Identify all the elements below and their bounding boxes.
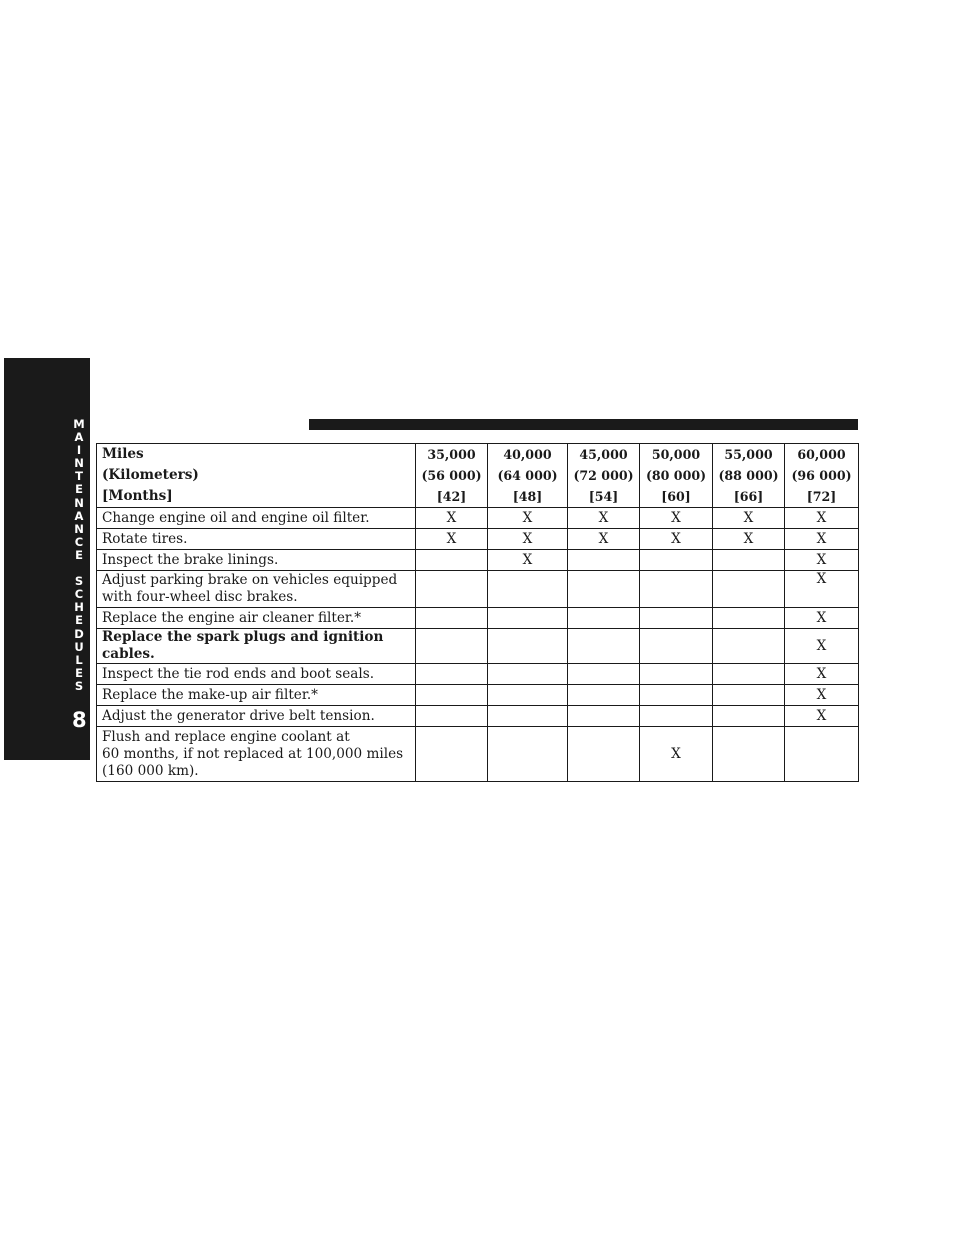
interval-miles: 40,000 [503,447,552,462]
service-mark [488,629,568,664]
service-mark: X [785,529,859,550]
table-row [97,685,859,706]
service-mark: X [488,508,568,529]
tab-letter: N [74,456,84,471]
service-mark [640,608,713,629]
interval-miles: 55,000 [724,447,773,462]
kilometers-label: (Kilometers) [102,467,199,483]
service-mark [568,685,640,706]
interval-km: (96 000) [791,468,852,483]
interval-column-header [488,444,568,508]
service-mark [713,706,785,727]
service-mark [568,727,640,782]
service-description: Replace the make-up air filter.* [97,685,416,706]
service-mark: X [416,529,488,550]
table-row [97,629,859,664]
tab-letter: E [75,613,83,628]
service-mark [488,727,568,782]
service-description [97,571,416,608]
table-row [97,706,859,727]
tab-letter: I [76,443,82,458]
service-description: Inspect the brake linings. [97,550,416,571]
tab-letter: A [74,508,84,523]
interval-km: (72 000) [573,468,634,483]
service-mark [488,571,568,608]
service-description: Replace the engine air cleaner filter.* [97,608,416,629]
interval-km: (88 000) [718,468,779,483]
service-line: with four-wheel disc brakes. [102,589,298,605]
service-mark [488,608,568,629]
service-mark [488,706,568,727]
service-mark [713,571,785,608]
tab-letter: L [75,652,83,667]
service-mark [568,706,640,727]
service-mark [416,685,488,706]
service-mark: X [568,508,640,529]
tab-letter: C [74,534,84,549]
service-description: Rotate tires. [97,529,416,550]
service-line: (160 000 km). [102,762,199,779]
service-line: Flush and replace engine coolant at [102,728,350,745]
service-mark [713,727,785,782]
service-description: Adjust the generator drive belt tension. [97,706,416,727]
interval-column-header [416,444,488,508]
service-mark: X [488,529,568,550]
service-mark: X [785,706,859,727]
service-mark: X [785,508,859,529]
tab-letter: M [73,417,85,431]
table-header-row [97,444,859,508]
tab-letter: A [74,430,84,445]
service-mark: X [785,571,859,608]
service-mark: X [785,664,859,685]
service-mark [416,706,488,727]
service-mark: X [640,727,713,782]
miles-label: Miles [102,446,144,462]
service-mark [640,664,713,685]
interval-months: [54] [588,489,619,504]
tab-letter: E [75,547,83,562]
header-rule [309,419,858,430]
section-number: 8 [72,708,87,732]
service-mark [568,571,640,608]
tab-letter: H [74,600,84,615]
interval-miles: 50,000 [651,447,701,462]
service-mark [416,550,488,571]
tab-letter: N [74,495,84,510]
table-row [97,727,859,782]
table-row [97,664,859,685]
service-mark: X [713,529,785,550]
tab-letter: S [74,678,84,693]
section-side-tab [4,358,90,760]
service-mark [713,608,785,629]
service-mark [640,706,713,727]
interval-months: [72] [806,489,837,504]
service-description [97,727,416,782]
table-row [97,529,859,550]
service-description: Inspect the tie rod ends and boot seals. [97,664,416,685]
service-mark: X [785,685,859,706]
table-row [97,508,859,529]
section-tab-letters [73,418,85,693]
service-description: Replace the spark plugs and ignition cables. [97,629,416,664]
service-mark [640,571,713,608]
tab-letter: U [74,639,84,654]
service-mark: X [713,508,785,529]
tab-letter: S [74,574,84,589]
service-mark [416,629,488,664]
service-mark: X [488,550,568,571]
service-mark: X [785,629,859,664]
service-mark [416,571,488,608]
tab-letter: T [75,469,83,484]
table-row [97,571,859,608]
service-mark [713,629,785,664]
interval-months: [48] [512,489,543,504]
service-mark: X [568,529,640,550]
interval-column-header [568,444,640,508]
tab-letter: E [75,665,83,680]
service-mark: X [640,529,713,550]
interval-km: (64 000) [497,468,558,483]
interval-column-header [785,444,859,508]
table-row [97,550,859,571]
tab-letter: C [74,587,84,602]
service-mark [640,685,713,706]
service-line: Adjust parking brake on vehicles equipped [102,572,398,588]
service-description: Change engine oil and engine oil filter. [97,508,416,529]
interval-months: [66] [733,489,764,504]
service-mark: X [785,608,859,629]
service-mark: X [640,508,713,529]
interval-km: (80 000) [645,468,707,483]
interval-months: [42] [436,489,467,504]
interval-label-cell [97,444,416,508]
service-mark: X [785,550,859,571]
tab-letter: D [74,626,84,641]
service-mark [640,629,713,664]
interval-miles: 60,000 [797,447,846,462]
interval-miles: 35,000 [427,447,476,462]
interval-column-header [713,444,785,508]
service-mark [568,664,640,685]
interval-km: (56 000) [421,468,482,483]
maintenance-schedule-table [96,443,859,782]
table-row [97,608,859,629]
service-mark [568,629,640,664]
service-mark [488,664,568,685]
service-mark [416,608,488,629]
service-mark [713,550,785,571]
service-mark [416,664,488,685]
service-mark [713,685,785,706]
interval-column-header [640,444,713,508]
service-mark [785,727,859,782]
interval-miles: 45,000 [579,447,628,462]
service-mark [568,608,640,629]
months-label: [Months] [102,488,173,504]
tab-letter: N [74,521,84,536]
tab-letter: E [75,482,83,497]
service-mark [568,550,640,571]
service-mark [640,550,713,571]
service-mark [713,664,785,685]
service-mark [416,727,488,782]
service-mark: X [416,508,488,529]
service-mark [488,685,568,706]
interval-months: [60] [661,489,691,504]
service-line: 60 months, if not replaced at 100,000 miles [102,745,404,762]
